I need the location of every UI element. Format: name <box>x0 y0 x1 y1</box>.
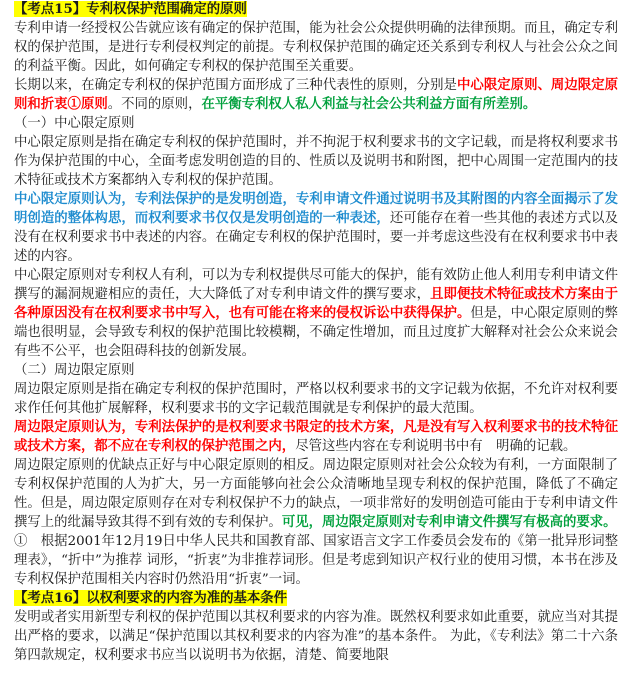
heading-highlight: 【考点16】以权利要求的内容为准的基本条件 <box>14 590 288 606</box>
subheading-periphery-principle: （二）周边限定原则 <box>14 363 135 378</box>
paragraph-center-pros-cons <box>14 266 618 361</box>
text-blue-emphasis: 中心限定原则认为，专利法保护的是发明创造，专利申请文件通过说明书及其附图的内容全面揭示了发明创造的整体构思，而权利要求书仅仅是发明创造的一种表述， <box>14 191 618 226</box>
text-normal: 但是，中心限定原则的弊端也很明显，会导致专利权的保护范围比较模糊，不确定性增加，而且过度扩大解释对社会公众来说会有些不公平，也会阻碍科技的创新发展。 <box>14 306 619 359</box>
paragraph-claims-basis: 发明或者实用新型专利权的保护范围以其权利要求的内容为准。既然权利要求如此重要，就应当对其提出严格的要求，以满足“保护范围以其权利要求的内容为准”的基本条件。 为此，《专利法》第二十六条第四款规定，权利要求书应当以说明书为依据，清楚、简要地限 <box>14 610 618 663</box>
text-normal: 周边限定原则的优缺点正好与中心限定原则的相反。周边限定原则对社会公众较为有利，一方面限制了专利权保护范围的人为扩大，另一方面能够向社会公众清晰地呈现专利权的保护范围，降低了不确定性。但是，周边限定原则存在对专利权保护不力的缺点，一项非常好的发明创造可能由于专利申请文件撰写上的纰漏导致其得不到有效的专利保护。 <box>14 458 618 530</box>
text-normal: 长期以来，在确定专利权的保护范围方面形成了三种代表性的原则，分别是 <box>14 78 457 93</box>
paragraph-periphery-view <box>14 418 618 456</box>
text-red-emphasis: 且即便技术特征或技术方案由于各种原因没有在权利要求书中写入，也有可能在将来的侵权诉讼中获得保护。 <box>14 286 618 321</box>
paragraph-periphery-pros-cons <box>14 456 618 532</box>
section-heading-15 <box>14 0 618 19</box>
text-green-emphasis: 在平衡专利权人私人利益与社会公共利益方面有所差别。 <box>201 96 537 112</box>
text-normal: 尽管这些内容在专利说明书中有 明确的记载。 <box>295 439 577 454</box>
text-green-emphasis: 可见，周边限定原则对专利申请文件撰写有极高的要求。 <box>281 514 617 530</box>
paragraph-center-view <box>14 190 618 266</box>
text-red-emphasis: 中心限定原则、周边限定原则和折衷①原则 <box>14 77 619 112</box>
text-normal: 还可能存在着一些其他的表述方式以及没有在权利要求书中表述的内容。在确定专利权的保护范围时，要一并考虑这些没有在权利要求书中表述的内容。 <box>14 211 619 264</box>
footnote: ① 根据2001年12月19日中华人民共和国教育部、国家语言文字工作委员会发布的《第一批异形词整理表》，“折中”为推荐 词形，“折衷”为非推荐词形。但是考虑到知识产权行业的使用习惯，本书在涉及专利权保护范围相关内容时仍然沿用“折衷”一词。 <box>14 534 618 587</box>
text-normal: 。不同的原则， <box>107 97 202 112</box>
heading-highlight: 【考点15】专利权保护范围确定的原则 <box>14 1 247 17</box>
subheading-center-principle: （一）中心限定原则 <box>14 116 135 131</box>
text-normal: 中心限定原则对专利权人有利，可以为专利权提供尽可能大的保护，能有效防止他人利用专利申请文件撰写的漏洞规避相应的责任，大大降低了对专利申请文件的撰写要求， <box>14 268 618 302</box>
paragraph-center-definition: 中心限定原则是指在确定专利权的保护范围时，并不拘泥于权利要求书的文字记载，而是将权利要求书作为保护范围的中心，全面考虑发明创造的目的、性质以及说明书和附图，把中心周围一定范围内的技术特征或技术方案都纳入专利权的保护范围。 <box>14 135 618 188</box>
paragraph-intro: 专利申请一经授权公告就应该有确定的保护范围，能为社会公众提供明确的法律预期。而且，确定专利权的保护范围，是进行专利侵权判定的前提。专利权保护范围的确定还关系到专利权人与社会公众之间的利益平衡。因此，如何确定专利权的保护范围至关重要。 <box>14 21 618 74</box>
section-heading-16 <box>14 589 618 608</box>
text-red-emphasis: 周边限定原则认为，专利法保护的是权利要求书限定的技术方案，凡是没有写入权利要求书的技术特征或技术方案，都不应在专利权的保护范围之内， <box>14 419 618 454</box>
paragraph-periphery-definition: 周边限定原则是指在确定专利权的保护范围时，严格以权利要求书的文字记载为依据，不允许对权利要求作任何其他扩展解释，权利要求书的文字记载范围就是专利保护的最大范围。 <box>14 382 618 416</box>
paragraph-three-principles <box>14 76 618 114</box>
document-page <box>14 0 618 665</box>
